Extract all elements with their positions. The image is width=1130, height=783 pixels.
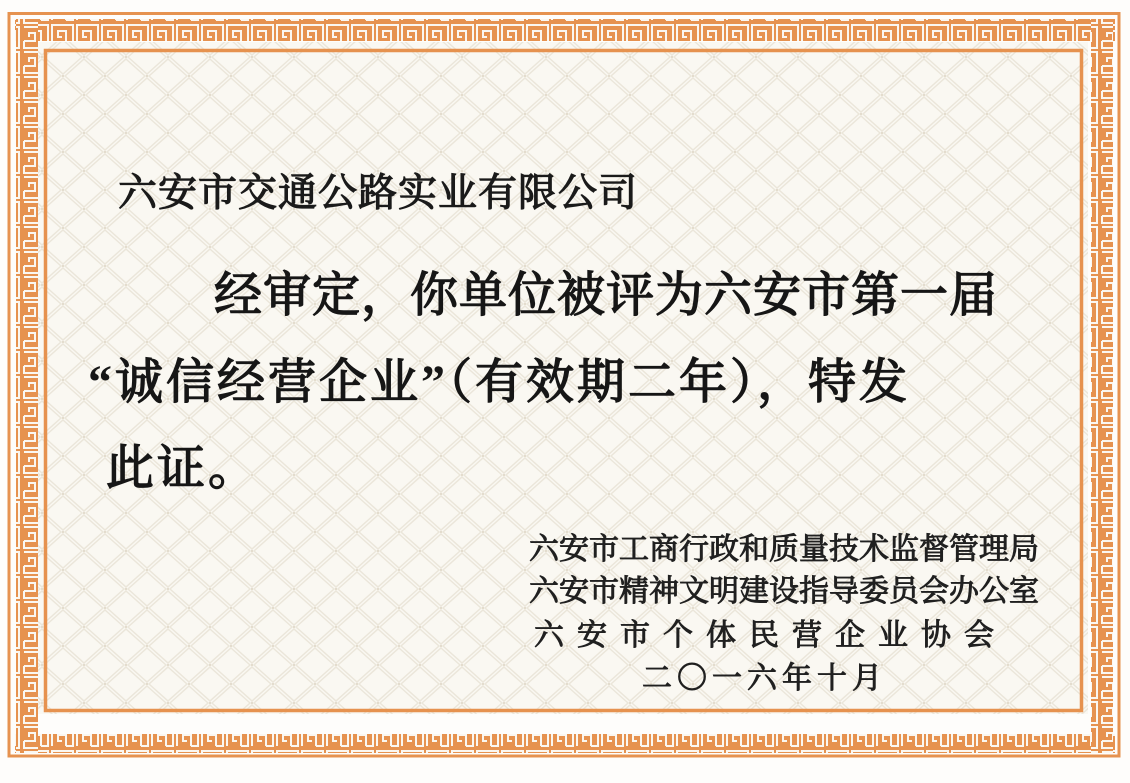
body-line-1: 经审定，你单位被评为六安市第一届 bbox=[214, 269, 999, 322]
issue-date: 二〇一六年十月 bbox=[642, 662, 887, 695]
issuer-line-2: 六安市精神文明建设指导委员会办公室 bbox=[529, 575, 1039, 608]
issuer-line-3: 六安市个体民营企业协会 bbox=[534, 619, 1007, 652]
issuer-line-1: 六安市工商行政和质量技术监督管理局 bbox=[529, 533, 1039, 566]
greek-key-border-top bbox=[15, 19, 1115, 41]
body-line-3: 此证。 bbox=[106, 442, 260, 495]
body-line-2: “诚信经营企业”（有效期二年），特发 bbox=[88, 356, 911, 409]
recipient-company-name: 六安市交通公路实业有限公司 bbox=[118, 172, 639, 215]
greek-key-border-left bbox=[16, 19, 38, 753]
greek-key-border-bottom bbox=[15, 734, 1115, 753]
greek-key-border-right bbox=[1091, 19, 1113, 753]
